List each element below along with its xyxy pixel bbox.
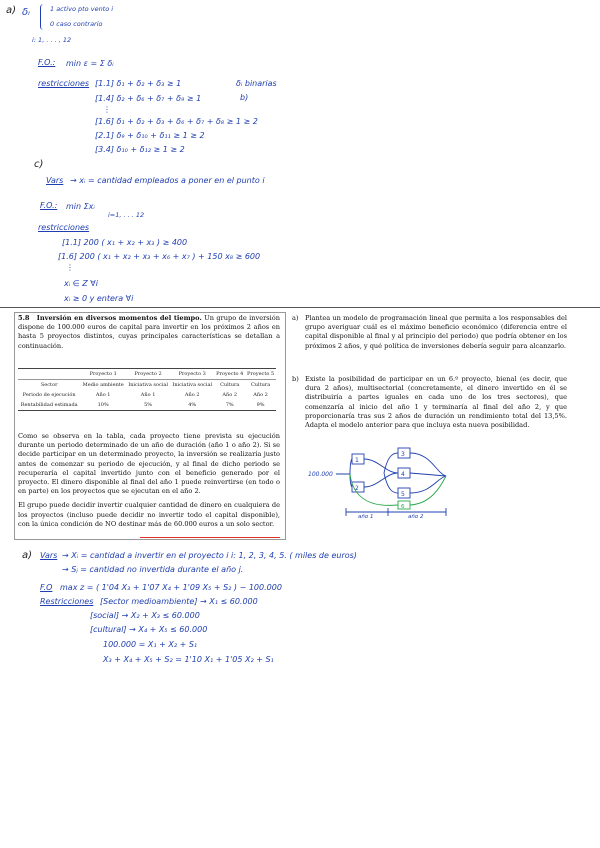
binary-note: δᵢ binarias [236,79,277,88]
table-header: Proyecto 4 [214,369,245,380]
integer-constraint: xᵢ ∈ Z ∀i [64,279,98,288]
case-one: 1 activo pto vento i [50,5,114,13]
fo-label: F.O.: [38,58,56,67]
table-cell: Año 2 [222,392,238,398]
node-label-4: 4 [401,471,405,478]
restrictions-label: restricciones [38,79,90,88]
restriction-social: [social] → X₂ + X₃ ≤ 60.000 [90,611,200,620]
restriction-cultural: [cultural] → X₄ + X₅ ≤ 60.000 [90,625,208,634]
problem-intro [18,314,280,356]
table-row [18,380,276,391]
vertical-dots-c: ⋮ [66,263,74,272]
flow-3-end [410,453,446,476]
fo-expression: min ε = Σ δᵢ [66,59,114,68]
problem-intro-text: Un grupo de inversión dispone de 100.000 euros de capital para invertir en los próximos 2 años en hasta 5 proyectos distintos, cuyas principales características se detallan a continuación. [18,314,280,350]
vertical-dots: ⋮ [103,105,111,114]
fo-index-c: i=1, . . . 12 [108,211,145,219]
budget-year-1: 100.000 = X₁ + X₂ + S₁ [103,640,198,649]
sector-limit-condition: NO destinar más de 60.000 euros a un solo sector. [105,519,275,528]
fo-label-c: F.O.: [40,201,58,210]
x-definition: → Xᵢ = cantidad a invertir en el proyecto i i: 1, 2, 3, 4, 5. ( miles de euros) [62,551,357,560]
table-cell: Periodo de ejecución [22,392,76,398]
index-range: i: 1, . . . , 12 [32,36,72,44]
table-cell: Cultura [250,382,271,388]
nonneg-constraint: xᵢ ≥ 0 y entera ∀i [64,294,134,303]
bottom-fo-label: F.O [40,583,53,592]
node-label-6: 6 [401,504,405,510]
flow-6-end [410,476,446,505]
node-label-1: 1 [355,457,359,464]
table-cell: Rentabilidad estimada [18,400,80,411]
constraint-1-6: [1.6] δ₁ + δ₂ + δ₃ + δ₆ + δ₇ + δ₈ ≥ 1 ≥ 2 [95,117,258,126]
flow-5-end [410,476,446,493]
investment-flow-diagram [306,446,486,518]
part-b-label: b) [240,93,249,102]
delta-var: δᵢ [22,7,30,18]
table-header: Proyecto 1 [80,369,126,380]
node-label-5: 5 [401,491,405,498]
table-header: Proyecto 3 [170,369,214,380]
projects-table [18,368,276,411]
vars-definition: → xᵢ = cantidad empleados a poner en el punto i [70,176,265,185]
case-zero: 0 caso contrario [50,20,103,28]
diagram-start-label: 100.000 [308,471,333,478]
question-b-body: Existe la posibilidad de participar en un 6.º proyecto, bienal (es decir, que dura 2 años), multisectorial (concretamente, el dinero invertido en él se distribuiría a partes iguales en cada uno de los tres sectores), que comenzaría al inicio del año 1 y terminaría al final del año 2, y que proporcionaría tras sus 2 años de duración un rendimiento total del 13,5%. Adapta el modelo anterior para que incluya esta nueva posibilidad. [305,375,567,430]
problem-number: 5.8 [18,314,30,322]
problem-body [18,432,280,534]
bottom-vars-label: Vars [40,551,58,560]
table-header: Proyecto 2 [126,369,170,380]
vars-label: Vars [46,176,64,185]
question-a-body: Plantea un modelo de programación lineal que permita a los responsables del grupo averiguar cuál es el máximo beneficio económico (diferencia entre el capital disponible al final y al principio del periodo) que podría obtener en los próximos 2 años, y qué política de inversiones debería seguir para alcanzarlo. [305,314,567,350]
constraint-1-4: [1.4] δ₂ + δ₆ + δ₇ + δ₉ ≥ 1 [95,94,202,103]
table-cell: Año 1 [95,392,111,398]
question-b-label: b) [292,375,299,383]
table-cell: Iniciativa social [172,382,213,388]
paragraph-3 [18,501,280,529]
table-header [18,369,80,380]
flow-1-year2 [364,459,398,473]
table-cell: 5% [126,400,170,411]
fo-expression-c: min Σxᵢ [66,202,95,211]
section-divider [0,307,600,308]
table-cell: Iniciativa social [128,382,168,388]
red-underline [140,537,280,538]
question-a-text [305,314,567,356]
constraint-3-4: [3.4] δ₁₀ + δ₁₂ ≥ 1 ≥ 2 [95,145,185,154]
part-c-label: c) [34,159,44,170]
bottom-part-a-label: a) [22,550,33,561]
question-a-label: a) [292,314,299,322]
table-header: Proyecto 5 [245,369,276,380]
constraint-1-1: [1.1] δ₁ + δ₂ + δ₃ ≥ 1 [95,79,182,88]
table-cell: 10% [80,400,126,411]
paragraph-2: Como se observa en la tabla, cada proyecto tiene prevista su ejecución durante un periodo determinado de un año de duración (año 1 o año 2). Si se decide participar en un determinado proyecto, la inversión se realizaría justo antes de comenzar su periodo de ejecución, y al final de dicho periodo se recuperaría el capital invertido junto con el beneficio generado por el proyecto. El dinero disponible al final del año 1 puede reinvertirse (en todo o en parte) en los proyectos que se ejecutan en el año 2. [18,432,280,496]
question-b-text [305,375,567,435]
table-cell: 7% [214,400,245,411]
table-row [18,390,276,400]
bottom-restrictions-label: Restricciones [40,597,94,606]
table-cell: Año 2 [184,392,200,398]
problem-title: Inversión en diversos momentos del tiempo. [36,314,202,322]
year2-label: año 2 [408,514,424,518]
year1-label: año 1 [358,514,374,518]
constraint-c-1-1: [1.1] 200 ( x₁ + x₂ + x₃ ) ≥ 400 [62,238,188,247]
constraint-2-1: [2.1] δ₉ + δ₁₀ + δ₁₁ ≥ 1 ≥ 2 [95,131,205,140]
table-cell: Sector [40,382,58,388]
table-cell: 9% [245,400,276,411]
table-cell: Medio ambiente [82,382,124,388]
node-label-3: 3 [401,451,405,458]
constraint-c-1-6: [1.6] 200 ( x₁ + x₂ + x₃ + x₆ + x₇ ) + 150 x₈ ≥ 600 [58,252,261,261]
s-definition: → Sⱼ = cantidad no invertida durante el año j. [62,565,244,574]
flow-to-5 [384,473,398,493]
table-cell: Año 2 [253,392,268,398]
restriction-environment: [Sector medioambiente] → X₁ ≤ 60.000 [100,597,258,606]
table-cell: Cultura [220,382,240,388]
case-brace [40,4,47,30]
table-cell: Año 1 [140,392,156,398]
bottom-fo-expression: max z = ( 1'04 X₃ + 1'07 X₄ + 1'09 X₅ + S₂ ) − 100.000 [60,583,282,592]
flow-4-end [410,473,446,476]
table-row [18,400,276,411]
paragraph-3-text: El grupo puede decidir invertir cualquier cantidad de dinero en cualquiera de los proyectos (incluso puede decidir no invertir todo el capital disponible), con la única condición de [18,501,280,528]
part-a-label: a) [6,5,17,16]
restrictions-label-c: restricciones [38,223,90,232]
table-cell: 4% [170,400,214,411]
flow-2-year2 [364,473,398,487]
flow-to-3 [384,453,398,473]
node-label-2: 2 [355,485,359,492]
budget-year-2: X₃ + X₄ + X₅ + S₂ = 1'10 X₁ + 1'05 X₂ + S₁ [103,655,274,664]
